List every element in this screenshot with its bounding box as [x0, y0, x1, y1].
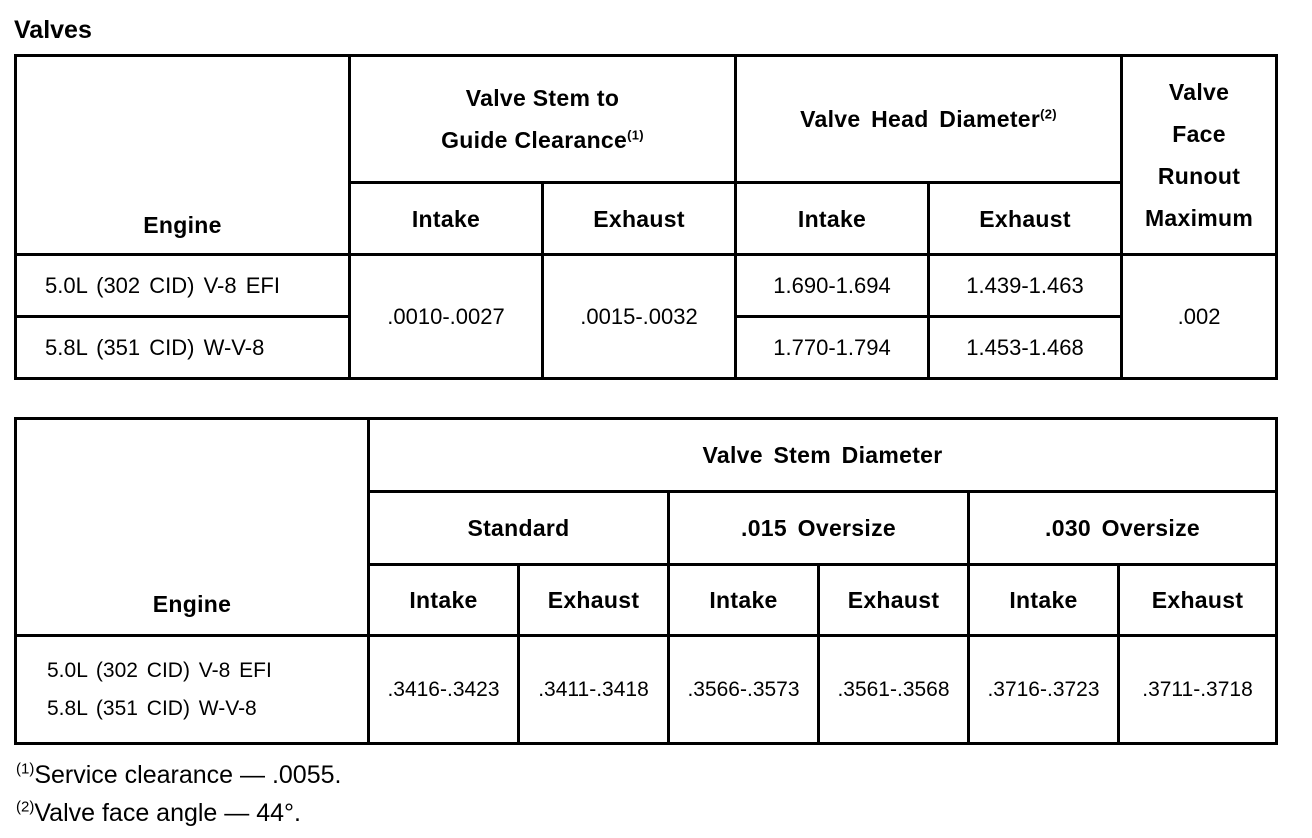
- runout-value: .002: [1122, 255, 1277, 379]
- valve-stem-diameter-table: [14, 417, 1278, 745]
- oversize-030-exhaust-header: Exhaust: [1119, 565, 1277, 636]
- footnote-ref: (2): [16, 798, 35, 816]
- standard-intake-header: Intake: [369, 565, 519, 636]
- clearance-header: [350, 56, 736, 183]
- oversize-015-intake-value: .3566-.3573: [669, 636, 819, 744]
- table-header-row: [16, 419, 1277, 492]
- page-title: Valves: [14, 16, 92, 44]
- engine-line: 5.8L (351 CID) W-V-8: [47, 696, 257, 720]
- clearance-footnote-ref: (1): [627, 127, 644, 143]
- engine-header: Engine: [16, 56, 350, 255]
- oversize-030-intake-header: Intake: [969, 565, 1119, 636]
- engine-header: Engine: [16, 419, 369, 636]
- oversize-015-intake-header: Intake: [669, 565, 819, 636]
- footnote: [16, 794, 341, 832]
- table-row: [16, 636, 1277, 744]
- clearance-header-text: Valve Stem to Guide Clearance: [441, 85, 628, 153]
- clearance-exhaust-value: .0015-.0032: [543, 255, 736, 379]
- oversize-015-exhaust-header: Exhaust: [819, 565, 969, 636]
- engine-line: 5.0L (302 CID) V-8 EFI: [47, 658, 272, 682]
- head-exhaust-value: 1.439-1.463: [929, 255, 1122, 317]
- head-intake-header: Intake: [736, 183, 929, 255]
- head-intake-value: 1.770-1.794: [736, 317, 929, 379]
- head-intake-value: 1.690-1.694: [736, 255, 929, 317]
- table-row: [16, 255, 1277, 317]
- standard-exhaust-header: Exhaust: [519, 565, 669, 636]
- oversize-015-header: .015 Oversize: [669, 492, 969, 565]
- head-exhaust-header: Exhaust: [929, 183, 1122, 255]
- standard-exhaust-value: .3411-.3418: [519, 636, 669, 744]
- footnote: [16, 756, 341, 794]
- footnote-text: Service clearance — .0055.: [34, 761, 342, 789]
- head-diameter-header: [736, 56, 1122, 183]
- standard-intake-value: .3416-.3423: [369, 636, 519, 744]
- engine-cell: 5.0L (302 CID) V-8 EFI: [16, 255, 350, 317]
- valves-clearance-table: [14, 54, 1278, 380]
- runout-header: Valve Face Runout Maximum: [1122, 56, 1277, 255]
- footnotes: [16, 756, 341, 832]
- clearance-exhaust-header: Exhaust: [543, 183, 736, 255]
- footnote-ref: (1): [16, 760, 35, 778]
- head-exhaust-value: 1.453-1.468: [929, 317, 1122, 379]
- standard-header: Standard: [369, 492, 669, 565]
- oversize-030-exhaust-value: .3711-.3718: [1119, 636, 1277, 744]
- head-diameter-header-text: Valve Head Diameter: [800, 106, 1041, 132]
- clearance-intake-header: Intake: [350, 183, 543, 255]
- table-header-row: [16, 56, 1277, 183]
- footnote-text: Valve face angle — 44°.: [34, 799, 301, 827]
- oversize-030-intake-value: .3716-.3723: [969, 636, 1119, 744]
- engine-cell: [16, 636, 369, 744]
- head-diameter-footnote-ref: (2): [1040, 106, 1057, 122]
- engine-cell: 5.8L (351 CID) W-V-8: [16, 317, 350, 379]
- stem-diameter-header: Valve Stem Diameter: [369, 419, 1277, 492]
- oversize-015-exhaust-value: .3561-.3568: [819, 636, 969, 744]
- clearance-intake-value: .0010-.0027: [350, 255, 543, 379]
- oversize-030-header: .030 Oversize: [969, 492, 1277, 565]
